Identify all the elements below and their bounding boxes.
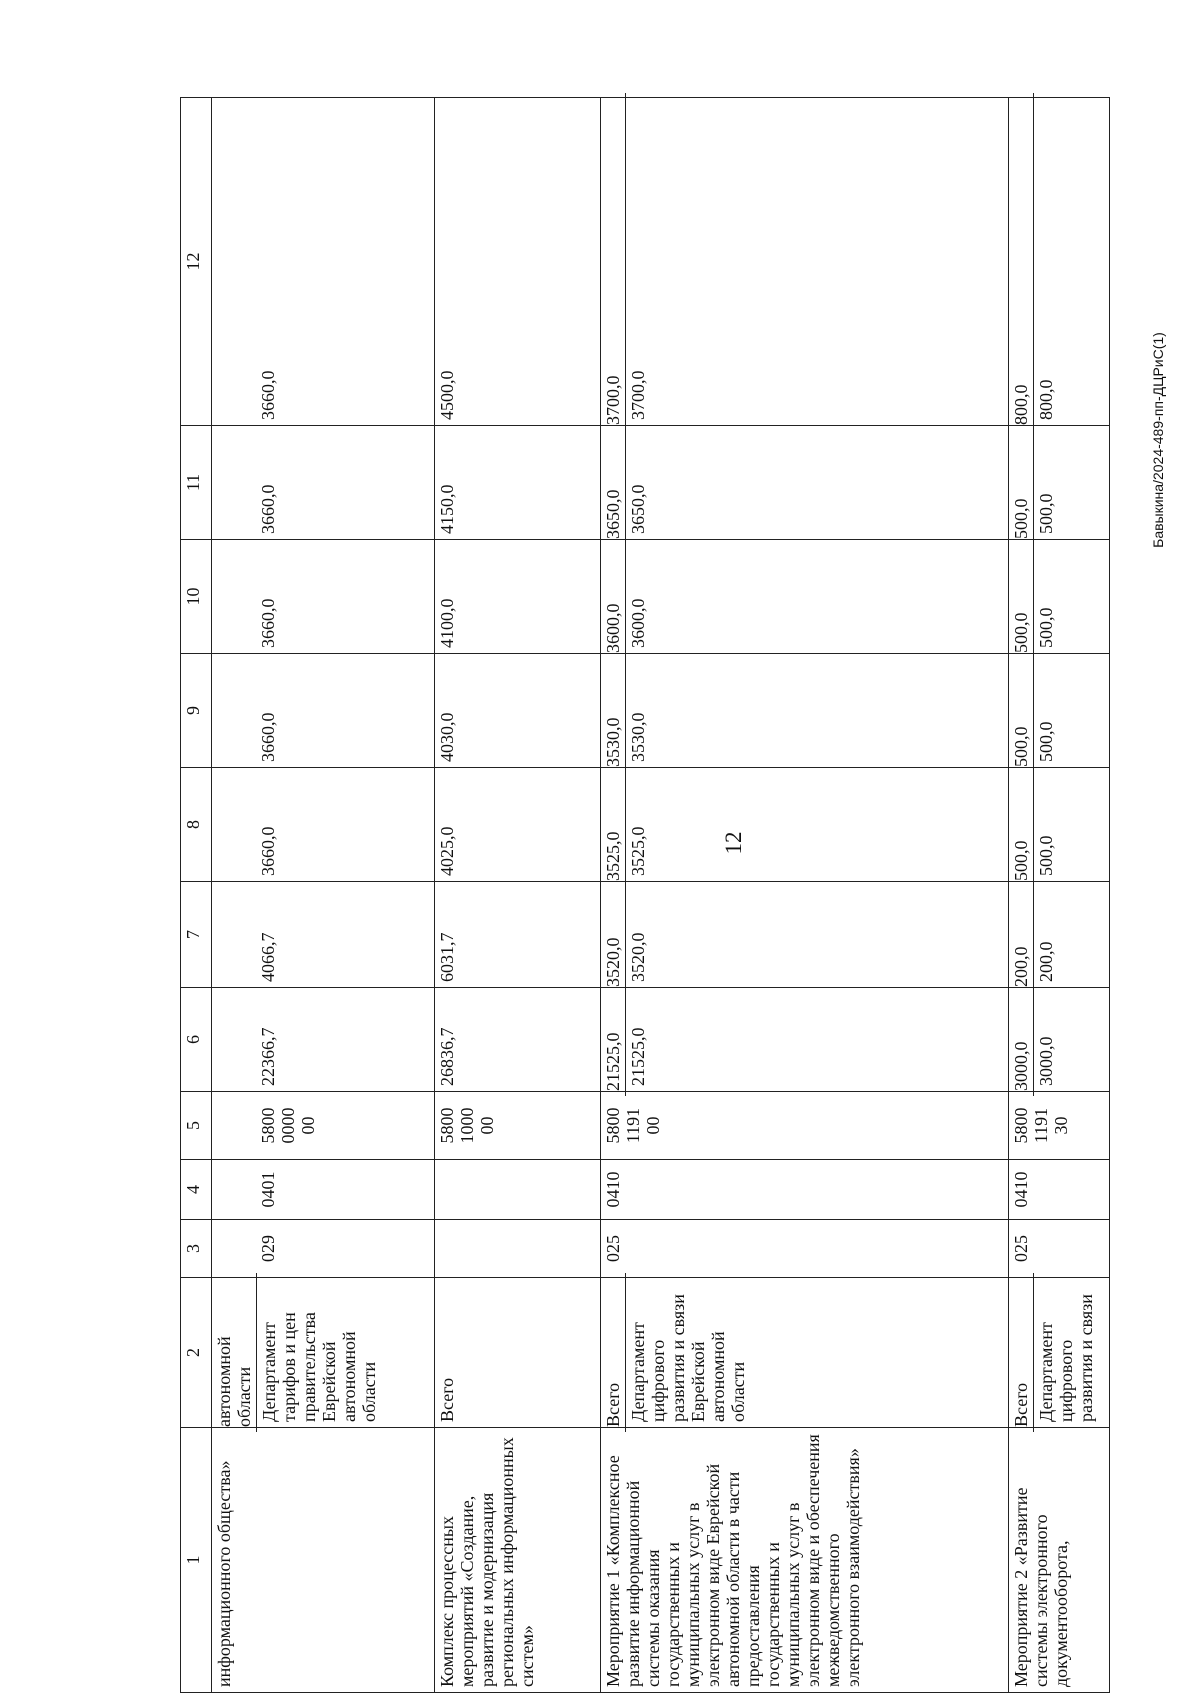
- value-cell: 3660,0: [211, 426, 434, 540]
- value-cell: [1008, 654, 1109, 768]
- value-cell: 3660,0: [211, 654, 434, 768]
- section-code-cell: 0401: [211, 1160, 434, 1220]
- section-code-cell: 0410: [600, 1160, 1008, 1220]
- executor-cell: [211, 1278, 434, 1428]
- value-total: 3000,0: [1009, 983, 1034, 1096]
- column-header-9: 9: [181, 654, 212, 768]
- target-code-cell: 5800 1191 30: [1008, 1092, 1109, 1160]
- column-header-2: 2: [181, 1278, 212, 1428]
- executor-total-label: Всего: [1009, 1273, 1034, 1432]
- value-cell: [600, 654, 1008, 768]
- executor-cell: Всего: [434, 1278, 600, 1428]
- value-executor: 500,0: [1035, 493, 1056, 534]
- value-cell: [1008, 768, 1109, 882]
- executor-text: Департамент цифрового развития и связи Еврейской автономной области: [627, 1294, 748, 1422]
- activity-name-cell: Комплекс процессных мероприятий «Создание, развитие и модернизация региональных информационных систем»: [434, 1428, 600, 1693]
- value-cell: [600, 768, 1008, 882]
- activity-name-cell: информационного общества»: [211, 1428, 434, 1693]
- executor-text: Департамент тарифов и цен правительства Еврейской автономной области: [258, 1312, 379, 1422]
- document-footer-code: Бавыкина/2024-489-пп-ДЦРиС(1): [1150, 332, 1166, 548]
- value-total: 500,0: [1009, 649, 1034, 772]
- value-cell: 4150,0: [434, 426, 600, 540]
- value-total: 500,0: [1009, 421, 1034, 544]
- value-cell: [600, 540, 1008, 654]
- value-executor: 3650,0: [627, 484, 648, 534]
- value-total: 3525,0: [601, 763, 626, 886]
- column-header-4: 4: [181, 1160, 212, 1220]
- section-code-cell: [434, 1160, 600, 1220]
- value-total: 3600,0: [601, 535, 626, 658]
- value-executor: 200,0: [1035, 941, 1056, 982]
- target-code-cell: 5800 1191 00: [600, 1092, 1008, 1160]
- value-cell: [600, 426, 1008, 540]
- header-row: [181, 98, 212, 1693]
- value-cell: [600, 988, 1008, 1092]
- column-header-12: 12: [181, 98, 212, 426]
- column-header-7: 7: [181, 882, 212, 988]
- value-total: 200,0: [1009, 877, 1034, 992]
- column-header-1: 1: [181, 1428, 212, 1693]
- value-cell: [1008, 988, 1109, 1092]
- value-executor: 500,0: [1035, 721, 1056, 762]
- value-total: 3650,0: [601, 421, 626, 544]
- target-code-cell: 5800 0000 00: [211, 1092, 434, 1160]
- column-header-6: 6: [181, 988, 212, 1092]
- value-cell: [600, 882, 1008, 988]
- column-header-8: 8: [181, 768, 212, 882]
- executor-total-label: Всего: [601, 1273, 626, 1432]
- value-cell: 26836,7: [434, 988, 600, 1092]
- column-header-10: 10: [181, 540, 212, 654]
- value-cell: 4066,7: [211, 882, 434, 988]
- activity-name-cell: Мероприятие 1 «Комплексное развитие информационной системы оказания государственных и муниципальных услуг в электронном виде Еврейской автономной области в части предоставления государственных и муниципальных услуг в электронном виде и обеспечения межведомственного электронного взаимодействия»: [600, 1428, 1008, 1693]
- executor-text: Департамент цифрового развития и связи: [1035, 1294, 1096, 1422]
- value-cell: 3660,0: [211, 540, 434, 654]
- value-executor: 3525,0: [627, 826, 648, 876]
- value-total: 800,0: [1009, 93, 1034, 430]
- value-total: 3530,0: [601, 649, 626, 772]
- value-cell: [1008, 540, 1109, 654]
- value-executor: 3700,0: [627, 370, 648, 420]
- value-cell: [1008, 426, 1109, 540]
- value-cell: 6031,7: [434, 882, 600, 988]
- value-cell: [600, 98, 1008, 426]
- column-header-11: 11: [181, 426, 212, 540]
- value-executor: 3520,0: [627, 932, 648, 982]
- section-code-cell: 0410: [1008, 1160, 1109, 1220]
- table-row: [434, 98, 600, 1693]
- value-cell: [1008, 882, 1109, 988]
- value-total: 500,0: [1009, 763, 1034, 886]
- value-cell: [1008, 98, 1109, 426]
- value-executor: 500,0: [1035, 835, 1056, 876]
- value-total: 500,0: [1009, 535, 1034, 658]
- grbs-code-cell: 029: [211, 1220, 434, 1278]
- value-executor: 21525,0: [627, 1027, 648, 1086]
- value-cell: 4030,0: [434, 654, 600, 768]
- grbs-code-cell: 025: [1008, 1220, 1109, 1278]
- target-code-cell: 5800 1000 00: [434, 1092, 600, 1160]
- activity-name-cell: Мероприятие 2 «Развитие системы электронного документооборота,: [1008, 1428, 1109, 1693]
- executor-text: автономной области: [212, 1273, 257, 1432]
- table-row: [600, 98, 1008, 1693]
- value-total: 21525,0: [601, 983, 626, 1096]
- budget-table: [180, 97, 1110, 1693]
- executor-cell: [600, 1278, 1008, 1428]
- value-cell: 4500,0: [434, 98, 600, 426]
- value-cell: 4100,0: [434, 540, 600, 654]
- executor-cell: [1008, 1278, 1109, 1428]
- column-header-5: 5: [181, 1092, 212, 1160]
- budget-table-container: [180, 98, 1110, 1693]
- table-row: [211, 98, 434, 1693]
- value-cell: 3660,0: [211, 98, 434, 426]
- value-cell: 22366,7: [211, 988, 434, 1092]
- grbs-code-cell: 025: [600, 1220, 1008, 1278]
- value-executor: 800,0: [1035, 379, 1056, 420]
- value-executor: 3530,0: [627, 712, 648, 762]
- column-header-3: 3: [181, 1220, 212, 1278]
- value-total: 3700,0: [601, 93, 626, 430]
- value-cell: 3660,0: [211, 768, 434, 882]
- grbs-code-cell: [434, 1220, 600, 1278]
- value-total: 3520,0: [601, 877, 626, 992]
- table-row: [1008, 98, 1109, 1693]
- value-cell: 4025,0: [434, 768, 600, 882]
- value-executor: 500,0: [1035, 607, 1056, 648]
- value-executor: 3600,0: [627, 598, 648, 648]
- page-number: 12: [721, 831, 746, 855]
- value-executor: 3000,0: [1035, 1036, 1056, 1086]
